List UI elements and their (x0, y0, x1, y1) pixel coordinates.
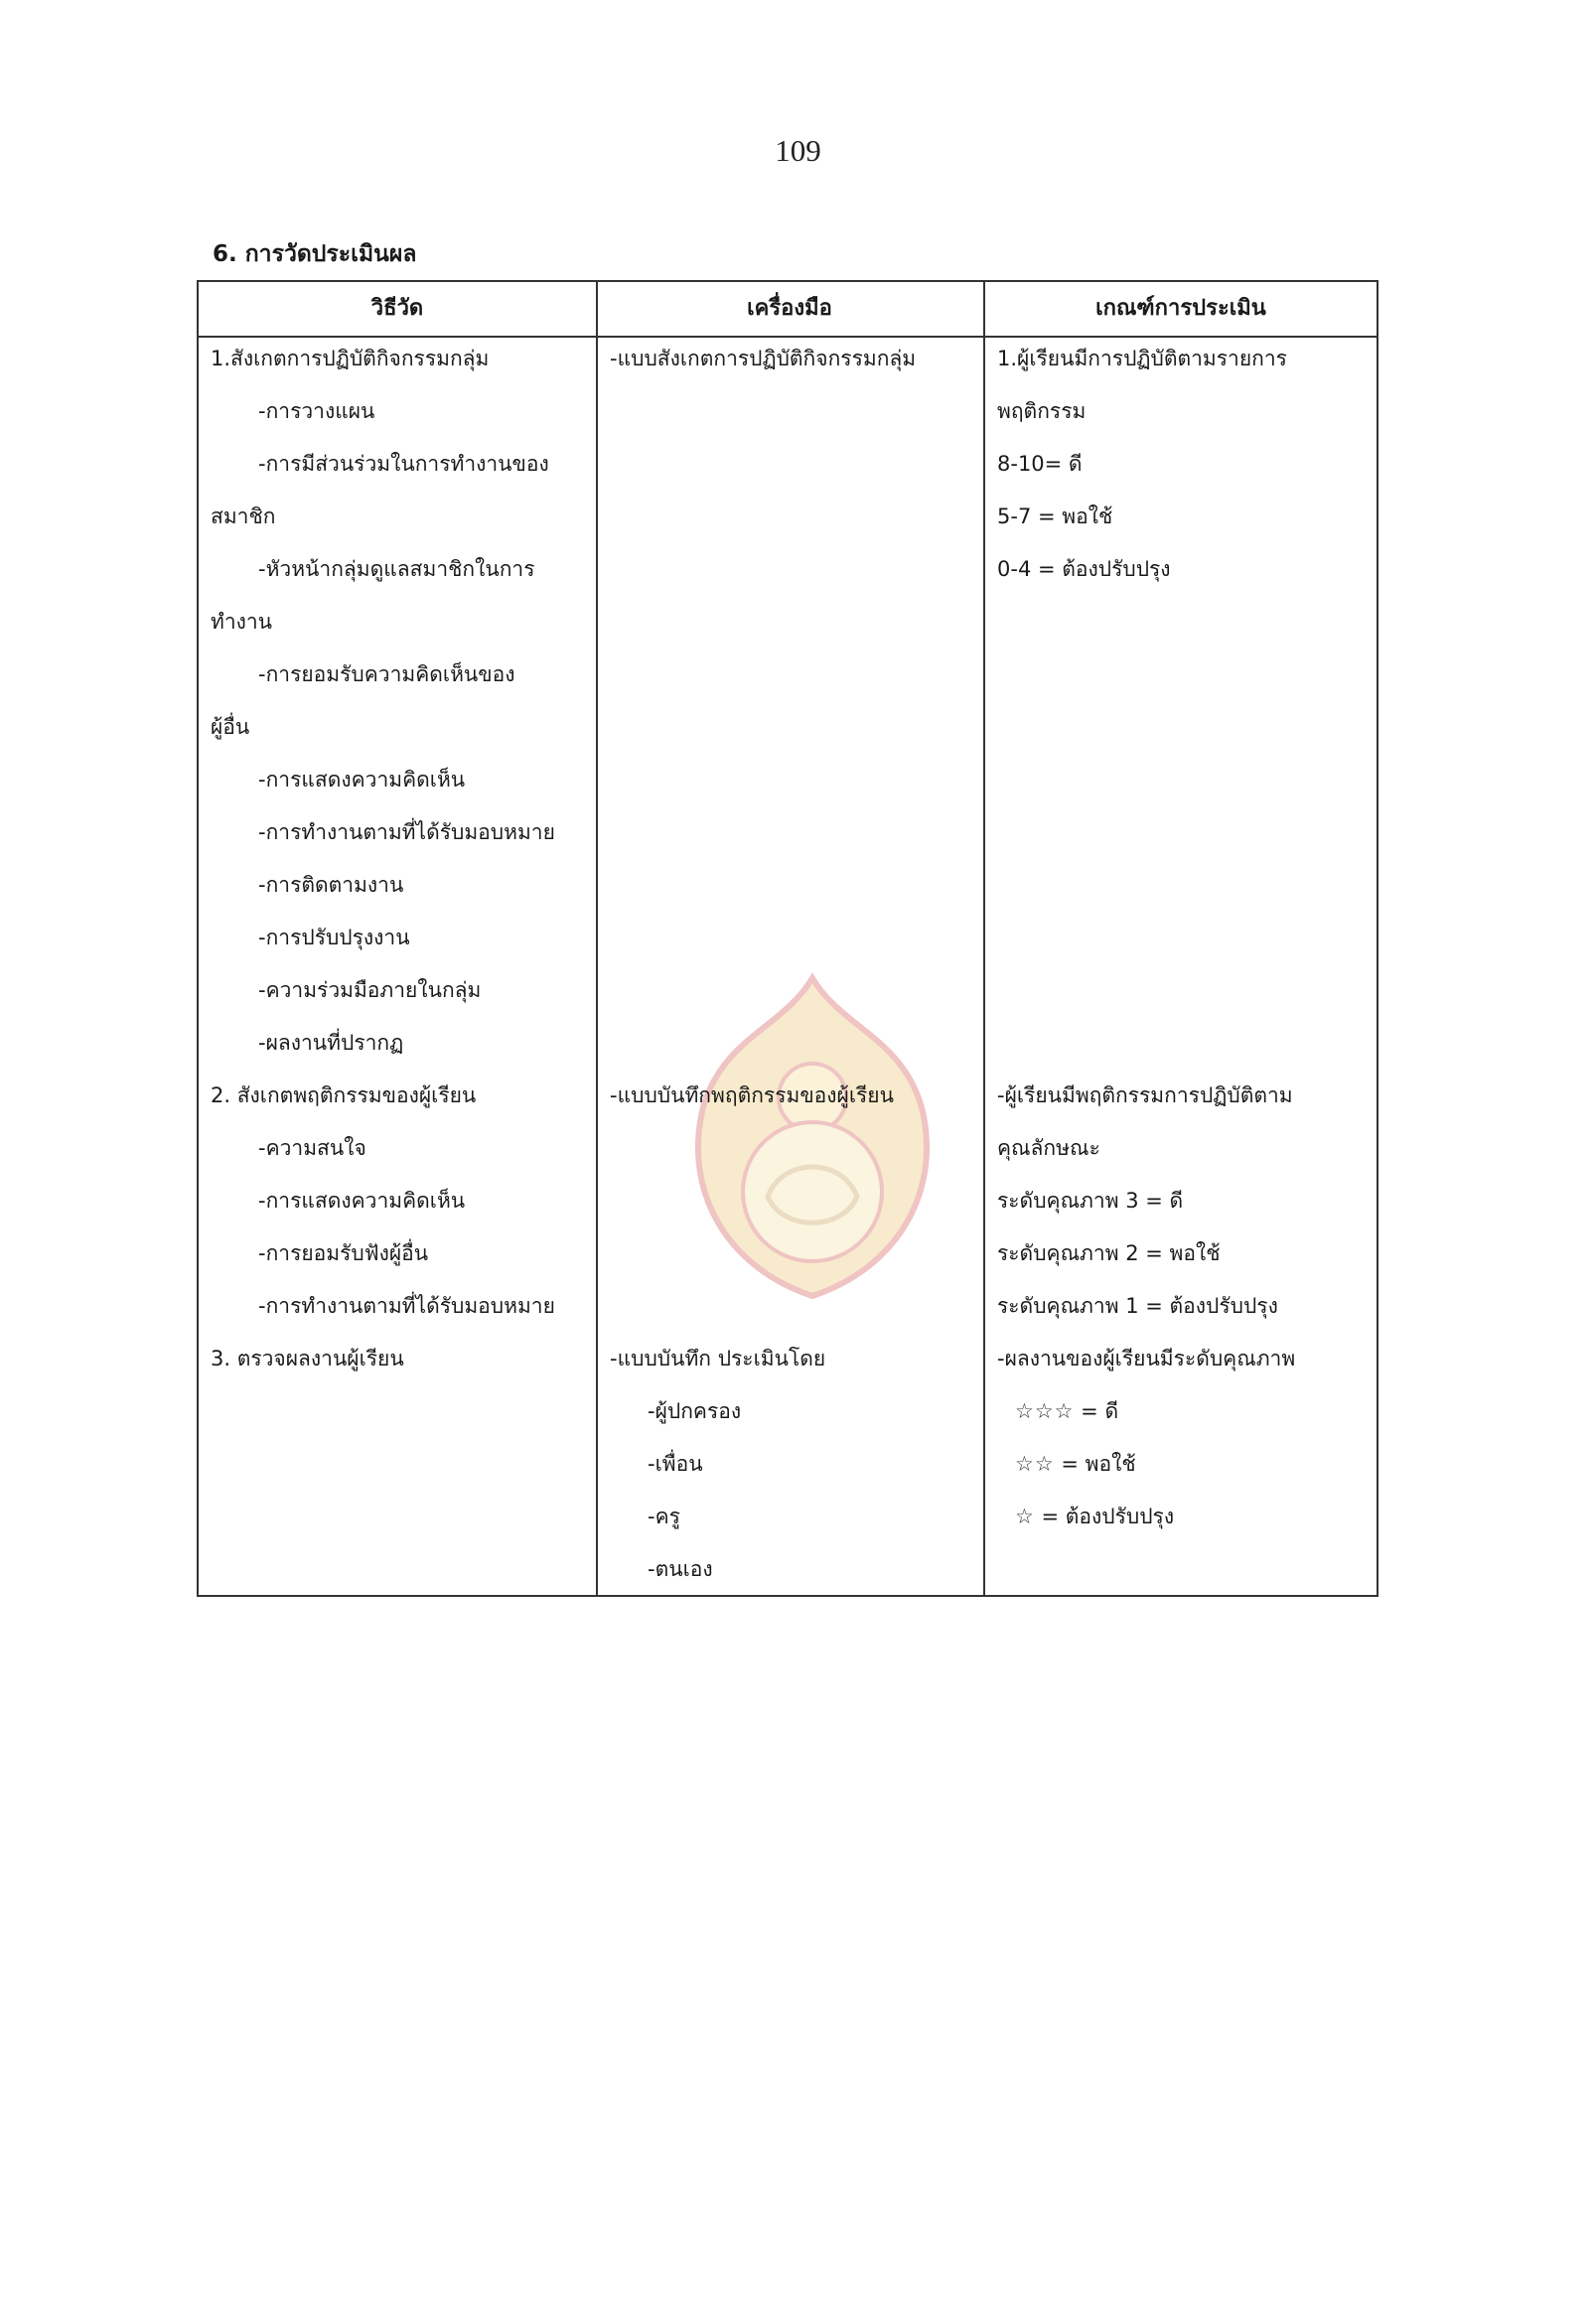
method-item: -การแสดงความคิดเห็น (258, 1189, 466, 1213)
tool-item: -แบบสังเกตการปฏิบัติกิจกรรมกลุ่ม (610, 347, 917, 370)
star-rating-improve (1015, 1502, 1174, 1531)
tool-item: -แบบบันทึก ประเมินโดย (610, 1347, 826, 1370)
method-item: -หัวหน้ากลุ่มดูแลสมาชิกในการ (258, 557, 535, 581)
method-item: -การวางแผน (258, 399, 375, 423)
tool-item: -ครู (648, 1505, 680, 1528)
criteria-item: ระดับคุณภาพ 2 = พอใช้ (997, 1241, 1221, 1265)
method-item: ผู้อื่น (211, 715, 250, 739)
tool-item: -ตนเอง (648, 1557, 713, 1581)
page-number: 109 (775, 133, 821, 168)
method-item: 3. ตรวจผลงานผู้เรียน (211, 1347, 404, 1370)
method-item: ทำงาน (211, 610, 273, 634)
tool-column (610, 336, 979, 1595)
section-title: 6. การวัดประเมินผล (213, 241, 417, 267)
method-item: -การยอมรับฟังผู้อื่น (258, 1241, 429, 1265)
criteria-item: 1.ผู้เรียนมีการปฏิบัติตามรายการ (997, 347, 1287, 370)
method-item: -การทำงานตามที่ได้รับมอบหมาย (258, 1294, 555, 1318)
star-icon: ☆ (1015, 1505, 1035, 1528)
criteria-item: ระดับคุณภาพ 1 = ต้องปรับปรุง (997, 1294, 1278, 1318)
criteria-item: คุณลักษณะ (997, 1136, 1100, 1160)
criteria-item: 8-10= ดี (997, 452, 1083, 476)
star-rating-label: = ต้องปรับปรุง (1041, 1505, 1175, 1528)
header-criteria: เกณฑ์การประเมิน (1095, 296, 1266, 321)
star-rating-fair (1015, 1449, 1136, 1479)
criteria-item: 0-4 = ต้องปรับปรุง (997, 557, 1171, 581)
tool-item: -เพื่อน (648, 1452, 703, 1476)
method-item: 1.สังเกตการปฏิบัติกิจกรรมกลุ่ม (211, 347, 490, 370)
star-icon: ☆☆ (1015, 1452, 1055, 1476)
method-item: 2. สังเกตพฤติกรรมของผู้เรียน (211, 1083, 477, 1107)
star-rating-label: = พอใช้ (1061, 1452, 1136, 1476)
method-item: -การติดตามงาน (258, 873, 404, 897)
evaluation-table (197, 280, 1378, 1597)
criteria-column (997, 336, 1375, 1595)
tool-item: -แบบบันทึกพฤติกรรมของผู้เรียน (610, 1083, 894, 1107)
column-divider (596, 282, 598, 1595)
star-rating-good (1015, 1396, 1118, 1426)
column-divider (983, 282, 985, 1595)
method-item: -การทำงานตามที่ได้รับมอบหมาย (258, 820, 555, 844)
criteria-item: ระดับคุณภาพ 3 = ดี (997, 1189, 1184, 1213)
star-icon: ☆☆☆ (1015, 1399, 1075, 1423)
method-item: -ความสนใจ (258, 1136, 366, 1160)
method-item: -การปรับปรุงงาน (258, 926, 410, 949)
tool-item: -ผู้ปกครอง (648, 1399, 742, 1423)
method-item: -ผลงานที่ปรากฏ (258, 1031, 404, 1055)
method-item: -การยอมรับความคิดเห็นของ (258, 662, 515, 686)
criteria-item: -ผู้เรียนมีพฤติกรรมการปฏิบัติตาม (997, 1083, 1293, 1107)
method-item: -การแสดงความคิดเห็น (258, 768, 466, 792)
criteria-item: พฤติกรรม (997, 399, 1087, 423)
header-tool: เครื่องมือ (747, 296, 832, 321)
method-column (211, 336, 593, 1595)
method-item: -ความร่วมมือภายในกลุ่ม (258, 978, 482, 1002)
method-item: -การมีส่วนร่วมในการทำงานของ (258, 452, 549, 476)
star-rating-label: = ดี (1081, 1399, 1119, 1423)
header-method: วิธีวัด (370, 296, 424, 321)
criteria-item: 5-7 = พอใช้ (997, 504, 1113, 528)
criteria-item: -ผลงานของผู้เรียนมีระดับคุณภาพ (997, 1347, 1296, 1370)
method-item: สมาชิก (211, 504, 276, 528)
